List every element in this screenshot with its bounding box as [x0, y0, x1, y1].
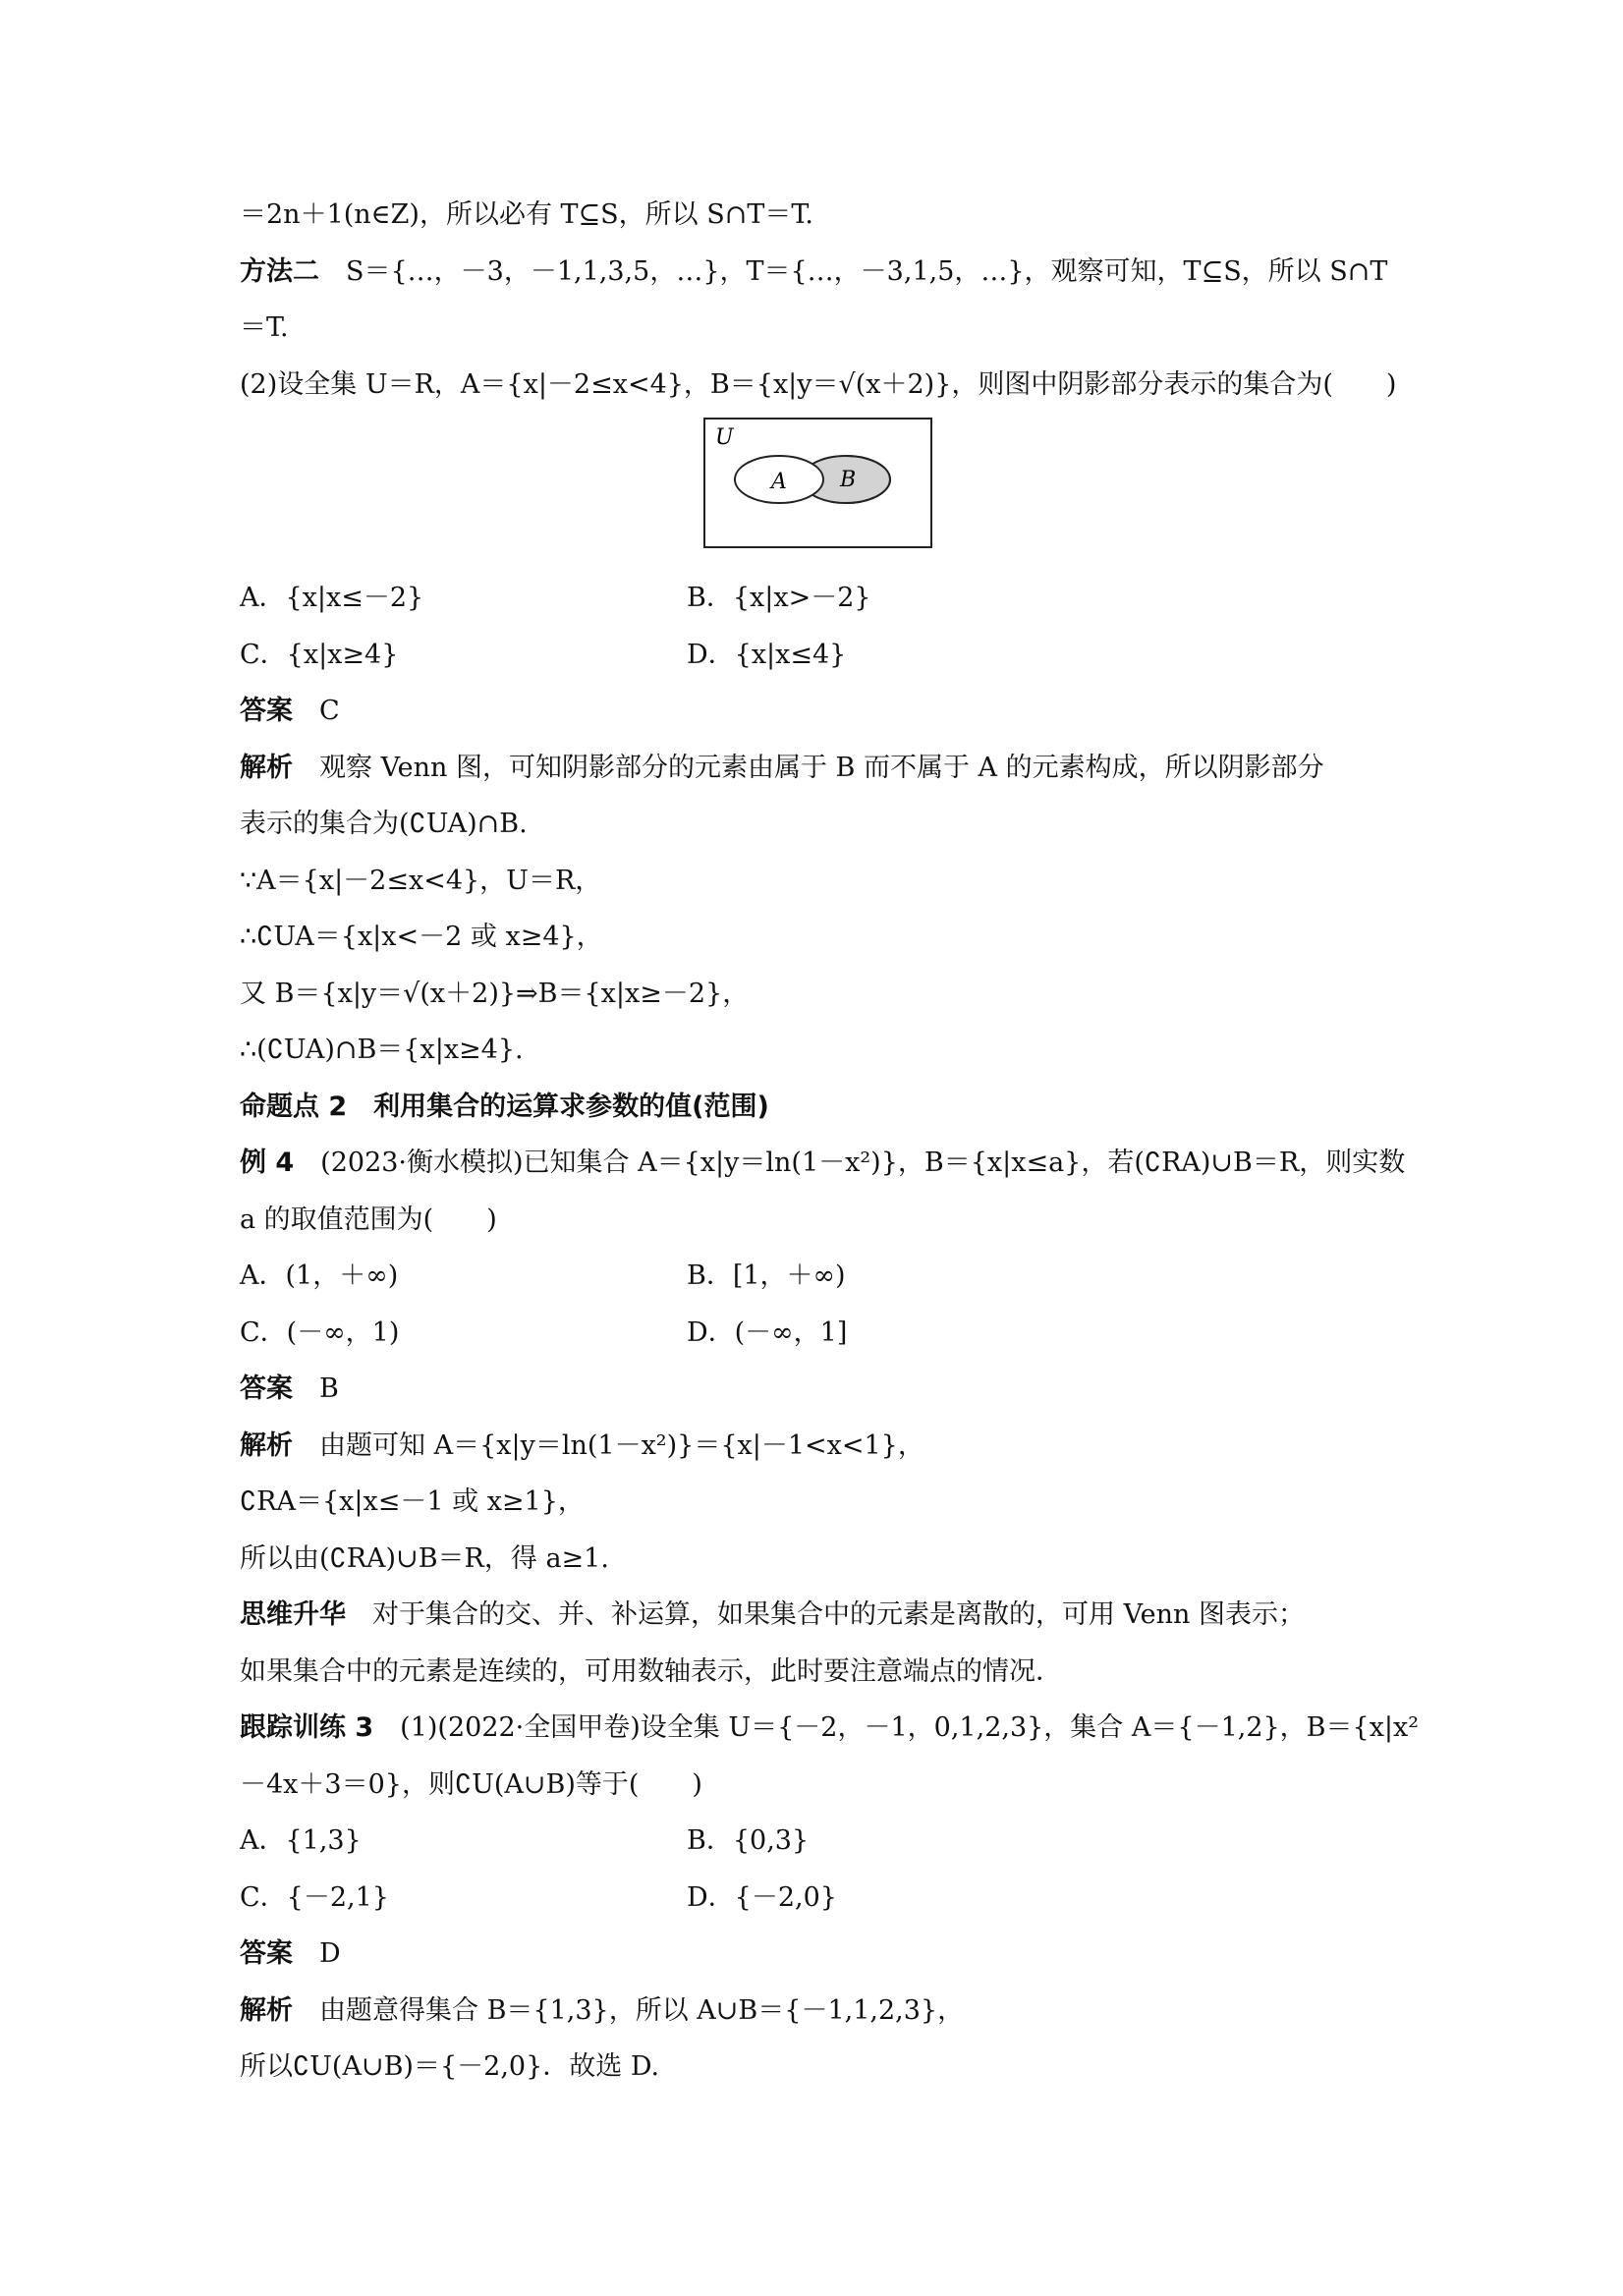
text-line: 如果集合中的元素是连续的，可用数轴表示，此时要注意端点的情况．: [240, 1655, 1062, 1687]
answer-value: C: [293, 696, 340, 726]
text-line: ∁RA＝{x|x≤－1 或 x≥1}，: [240, 1486, 585, 1517]
practice-text: (1)(2022·全国甲卷)设全集 U＝{－2，－1，0,1,2,3}，集合 A＝{－1,2}，B＝{x|x²: [373, 1712, 1420, 1743]
analysis-line: [240, 740, 1399, 797]
practice-label: 跟踪训练 3: [240, 1712, 374, 1743]
analysis-text: 观察 Venn 图，可知阴影部分的元素由属于 B 而不属于 A 的元素构成，所以阴影部分: [293, 752, 1324, 783]
analysis-line: [240, 1983, 1399, 2040]
options-row: [240, 627, 1399, 684]
text-line: ∴(∁UA)∩B＝{x|x≥4}.: [240, 1035, 524, 1065]
text-line: ∴∁UA＝{x|x<－2 或 x≥4}，: [240, 922, 603, 952]
venn-diagram: [703, 418, 933, 550]
text-line: 所以由(∁RA)∪B＝R，得 a≥1.: [240, 1542, 609, 1574]
label-u: U: [715, 425, 734, 450]
option-a: A．{1,3}: [240, 1825, 362, 1856]
summary-label: 思维升华: [240, 1599, 346, 1630]
practice-line: [240, 1700, 1420, 1757]
answer-line: [240, 683, 1399, 740]
analysis-label: 解析: [240, 752, 293, 783]
text-line: ∵A＝{x|－2≤x<4}，U＝R，: [240, 865, 602, 896]
option-d: D．{－2,0}: [687, 1881, 837, 1913]
analysis-text: 由题可知 A＝{x|y＝ln(1－x²)}＝{x|－1<x<1}，: [293, 1429, 924, 1461]
option-d: D．{x|x≤4}: [687, 639, 847, 670]
answer-label: 答案: [240, 696, 293, 726]
analysis-text: 由题意得集合 B＝{1,3}，所以 A∪B＝{－1,1,2,3}，: [293, 1994, 965, 2026]
text-line: －4x＋3＝0}，则∁U(A∪B)等于( ): [240, 1768, 702, 1800]
answer-line: [240, 1926, 1399, 1983]
option-a: A．{x|x≤－2}: [240, 583, 424, 613]
answer-value: B: [293, 1373, 339, 1404]
venn-diagram-area: [240, 413, 1399, 570]
method-heading: 方法二: [240, 255, 319, 287]
text-line: ＝2n＋1(n∈Z)，所以必有 T⊆S，所以 S∩T＝T.: [240, 199, 813, 230]
text-line: a 的取值范围为( ): [240, 1204, 497, 1235]
option-b: B．{x|x>－2}: [687, 583, 871, 613]
analysis-label: 解析: [240, 1429, 293, 1461]
option-b: B．[1，＋∞): [687, 1260, 846, 1291]
option-c: C．{－2,1}: [240, 1881, 389, 1913]
options-row: [240, 1248, 1399, 1305]
question-stem: (2)设全集 U＝R，A＝{x|－2≤x<4}，B＝{x|y＝√(x＋2)}，则图中阴影部分表示的集合为( ): [240, 368, 1397, 400]
label-b: B: [840, 468, 857, 492]
options-row: [240, 1870, 1399, 1927]
text-line: 所以∁U(A∪B)＝{－2,0}．故选 D.: [240, 2051, 660, 2082]
answer-label: 答案: [240, 1373, 293, 1404]
analysis-line: [240, 1418, 1399, 1475]
label-a: A: [771, 470, 787, 494]
options-row: [240, 1305, 1399, 1362]
analysis-label: 解析: [240, 1994, 293, 2026]
document-page: [240, 187, 1420, 2096]
summary-text: 对于集合的交、并、补运算，如果集合中的元素是离散的，可用 Venn 图表示；: [346, 1599, 1305, 1630]
option-b: B．{0,3}: [687, 1825, 810, 1856]
options-row: [240, 570, 1399, 627]
option-c: C．(－∞，1): [240, 1316, 400, 1348]
answer-label: 答案: [240, 1938, 293, 1969]
example-line: [240, 1135, 1406, 1192]
options-row: [240, 1813, 1399, 1870]
text-span: S＝{…，－3，－1,1,3,5，…}，T＝{…，－3,1,5，…}，观察可知，T⊆S，所以 S∩T: [319, 255, 1388, 287]
example-label: 例 4: [240, 1148, 295, 1178]
option-d: D．(－∞，1]: [687, 1316, 848, 1348]
option-a: A．(1，＋∞): [240, 1260, 399, 1291]
text-line: 表示的集合为(∁UA)∩B.: [240, 809, 528, 839]
option-c: C．{x|x≥4}: [240, 639, 399, 670]
answer-value: D: [293, 1938, 341, 1969]
text-line: [240, 244, 1399, 301]
topic-heading: 命题点 2 利用集合的运算求参数的值(范围): [240, 1091, 769, 1122]
text-line: ＝T.: [240, 312, 289, 343]
text-line: 又 B＝{x|y＝√(x＋2)}⇒B＝{x|x≥－2}，: [240, 978, 750, 1009]
example-text: (2023·衡水模拟)已知集合 A＝{x|y＝ln(1－x²)}，B＝{x|x≤a}，若(∁RA)∪B＝R，则实数: [294, 1148, 1406, 1178]
summary-line: [240, 1587, 1399, 1644]
answer-line: [240, 1361, 1399, 1418]
